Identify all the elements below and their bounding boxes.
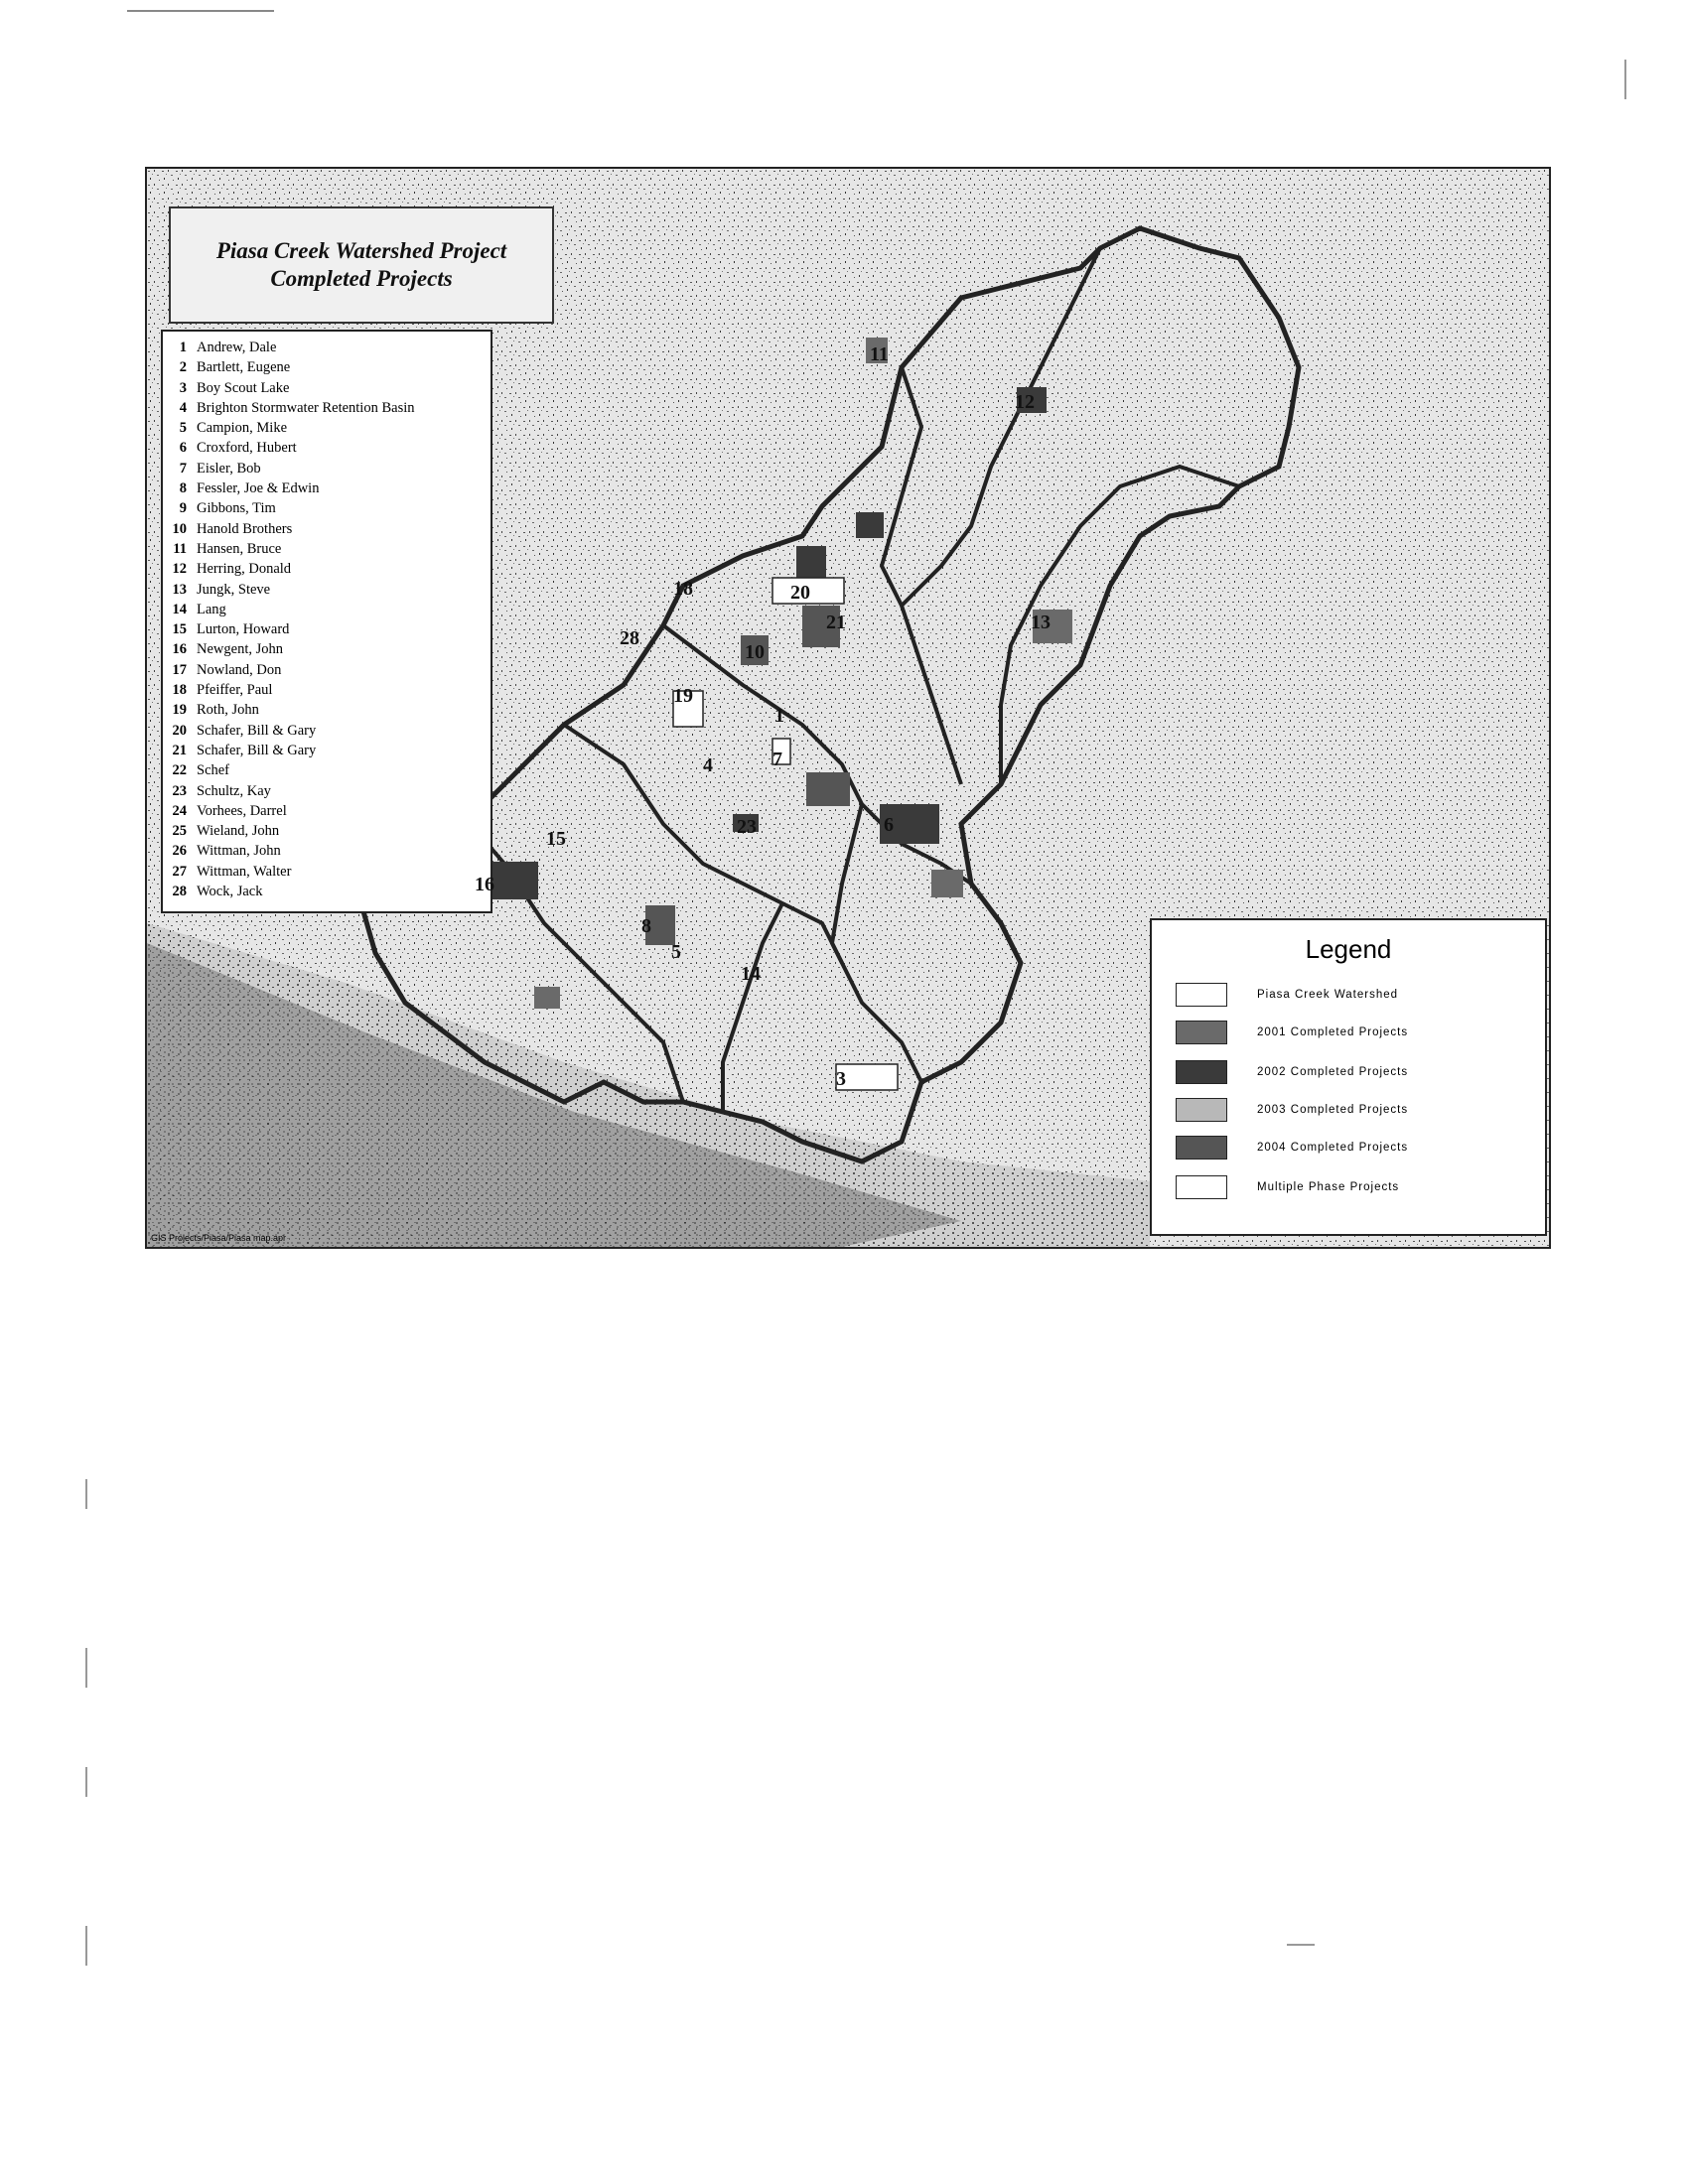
project-list-item	[163, 700, 491, 720]
map-site-label: 18	[673, 578, 693, 600]
project-name: Boy Scout Lake	[197, 379, 290, 396]
project-name: Brighton Stormwater Retention Basin	[197, 399, 415, 416]
project-name: Wittman, Walter	[197, 863, 292, 880]
map-source-note: GIS Projects/Piasa/Piasa map.apr	[151, 1233, 287, 1243]
legend-label: Multiple Phase Projects	[1257, 1181, 1400, 1193]
project-list-item	[163, 781, 491, 801]
project-name: Wittman, John	[197, 843, 281, 860]
project-list-item	[163, 600, 491, 619]
project-list-item	[163, 741, 491, 760]
project-list-item	[163, 357, 491, 377]
project-number: 18	[172, 682, 187, 699]
legend-item	[1176, 982, 1398, 1008]
project-list-item	[163, 801, 491, 821]
project-number: 2	[179, 359, 187, 376]
project-number: 4	[179, 399, 187, 416]
project-number: 3	[179, 379, 187, 396]
legend-swatch	[1176, 1060, 1227, 1084]
map-subtitle: Completed Projects	[270, 266, 453, 291]
project-site	[856, 512, 884, 538]
project-list-item	[163, 619, 491, 639]
project-name: Schultz, Kay	[197, 782, 271, 799]
project-list-item	[163, 862, 491, 882]
map-title: Piasa Creek Watershed Project	[215, 238, 507, 263]
project-number: 1	[179, 340, 187, 355]
map-site-label: 11	[870, 343, 889, 365]
project-name: Pfeiffer, Paul	[197, 682, 273, 699]
project-list-item	[163, 721, 491, 741]
project-list-item	[163, 338, 491, 357]
legend-item	[1176, 1097, 1408, 1123]
map-site-label: 14	[741, 963, 761, 985]
project-name: Lurton, Howard	[197, 621, 290, 638]
project-list-item	[163, 760, 491, 780]
project-list-item	[163, 559, 491, 579]
scan-artifact-speck	[85, 1648, 87, 1688]
project-name: Wieland, John	[197, 823, 280, 840]
map-site-label: 19	[673, 685, 693, 707]
project-list-item	[163, 639, 491, 659]
project-number: 12	[172, 561, 187, 578]
map-site-label: 7	[772, 749, 782, 770]
project-name: Roth, John	[197, 702, 259, 719]
project-name: Croxford, Hubert	[197, 440, 297, 457]
project-number: 25	[172, 823, 187, 840]
project-name: Herring, Donald	[197, 561, 292, 578]
legend-swatch	[1176, 1098, 1227, 1122]
project-name: Hansen, Bruce	[197, 540, 282, 557]
legend-item	[1176, 1174, 1399, 1200]
project-list-item	[163, 398, 491, 418]
map-site-label: 28	[620, 627, 639, 649]
project-number: 26	[172, 843, 187, 860]
project-number: 14	[172, 601, 187, 617]
project-name: Schafer, Bill & Gary	[197, 722, 317, 739]
project-name: Vorhees, Darrel	[197, 802, 287, 819]
legend-swatch	[1176, 983, 1227, 1007]
map-title-box	[169, 206, 554, 324]
project-number: 23	[172, 782, 187, 799]
legend-label: 2003 Completed Projects	[1257, 1104, 1409, 1116]
map-site-label: 3	[836, 1068, 846, 1090]
project-list-item	[163, 519, 491, 539]
map-site-label: 16	[475, 874, 494, 895]
map-site-label: 15	[546, 828, 566, 850]
project-number: 5	[179, 420, 187, 437]
legend	[1150, 918, 1547, 1236]
project-list	[161, 330, 492, 913]
project-number: 13	[172, 581, 187, 598]
project-list-item	[163, 660, 491, 680]
project-number: 10	[172, 520, 187, 537]
legend-item	[1176, 1020, 1408, 1045]
project-list-item	[163, 478, 491, 498]
legend-swatch	[1176, 1136, 1227, 1160]
project-name: Bartlett, Eugene	[197, 359, 291, 376]
project-list-item	[163, 821, 491, 841]
project-site	[806, 772, 850, 806]
project-number: 17	[172, 661, 187, 678]
map-site-label: 4	[703, 754, 713, 776]
project-number: 28	[172, 884, 187, 900]
scan-artifact-speck	[85, 1479, 87, 1509]
project-site	[534, 987, 560, 1009]
map-site-label: 13	[1031, 612, 1051, 633]
project-list-item	[163, 378, 491, 398]
project-name: Schef	[197, 762, 230, 779]
legend-item	[1176, 1059, 1408, 1085]
project-list-item	[163, 539, 491, 559]
project-number: 27	[172, 863, 187, 880]
project-number: 9	[179, 500, 187, 517]
project-name: Newgent, John	[197, 641, 283, 658]
project-number: 11	[173, 540, 187, 557]
scan-artifact-speck	[85, 1926, 87, 1966]
project-site	[492, 862, 538, 899]
project-list-item	[163, 438, 491, 458]
map-site-label: 12	[1015, 391, 1035, 413]
watershed-map	[145, 167, 1551, 1249]
project-number: 6	[179, 440, 187, 457]
project-number: 19	[172, 702, 187, 719]
project-list-item	[163, 841, 491, 861]
project-name: Jungk, Steve	[197, 581, 271, 598]
project-list-item	[163, 459, 491, 478]
legend-label: 2001 Completed Projects	[1257, 1026, 1409, 1038]
project-list-item	[163, 580, 491, 600]
project-name: Schafer, Bill & Gary	[197, 742, 317, 758]
project-name: Nowland, Don	[197, 661, 282, 678]
map-site-label: 8	[641, 915, 651, 937]
legend-label: 2004 Completed Projects	[1257, 1142, 1409, 1154]
project-number: 22	[172, 762, 187, 779]
project-number: 15	[172, 621, 187, 638]
project-number: 21	[172, 742, 187, 758]
map-site-label: 20	[790, 582, 810, 604]
project-name: Fessler, Joe & Edwin	[197, 480, 320, 497]
project-name: Campion, Mike	[197, 420, 288, 437]
project-name: Hanold Brothers	[197, 520, 293, 537]
project-number: 16	[172, 641, 187, 658]
project-number: 20	[172, 722, 187, 739]
legend-swatch	[1176, 1021, 1227, 1044]
project-name: Andrew, Dale	[197, 340, 277, 355]
legend-label: Piasa Creek Watershed	[1257, 989, 1399, 1001]
legend-item	[1176, 1135, 1408, 1160]
map-site-label: 21	[826, 612, 846, 633]
project-name: Eisler, Bob	[197, 460, 261, 477]
scan-artifact-speck	[85, 1767, 87, 1797]
legend-label: 2002 Completed Projects	[1257, 1066, 1409, 1078]
project-site	[931, 870, 963, 897]
project-list-item	[163, 680, 491, 700]
project-number: 8	[179, 480, 187, 497]
project-name: Wock, Jack	[197, 884, 263, 900]
project-name: Gibbons, Tim	[197, 500, 276, 517]
project-number: 7	[179, 460, 187, 477]
project-number: 24	[172, 802, 187, 819]
map-site-label: 5	[671, 941, 681, 963]
map-site-label: 6	[884, 814, 894, 836]
map-site-label: 23	[737, 816, 757, 838]
project-name: Lang	[197, 601, 226, 617]
scan-artifact-line	[127, 10, 274, 12]
map-site-label: 10	[745, 641, 765, 663]
scan-artifact-speck	[1287, 1944, 1315, 1946]
legend-title: Legend	[1305, 934, 1392, 964]
project-list-item	[163, 498, 491, 518]
scan-artifact-speck	[1624, 60, 1626, 99]
project-list-item	[163, 882, 491, 901]
map-site-label: 1	[774, 705, 784, 727]
project-list-item	[163, 418, 491, 438]
legend-swatch	[1176, 1175, 1227, 1199]
